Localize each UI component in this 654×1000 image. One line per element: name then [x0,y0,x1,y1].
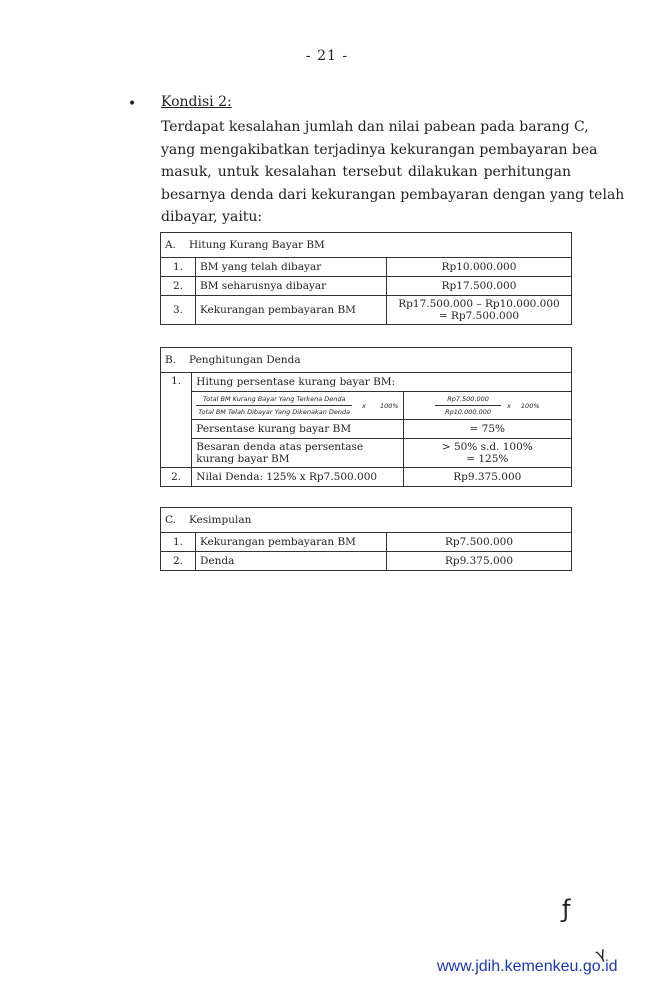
formula-cell [192,392,403,420]
signature-mark: ƒ [562,895,571,923]
heading-suffix: 2: [213,94,232,110]
table-row [161,439,572,468]
table-a-title: Hitung Kurang Bayar BM [189,239,325,251]
row-value: = 75% [403,420,571,439]
table-a-header [161,233,572,258]
paragraph-line: Terdapat kesalahan jumlah dan nilai pabean pada barang C, [161,119,589,135]
paragraph-line: masuk, untuk kesalahan tersebut dilakukan perhitungan [161,164,571,180]
row-number: 1. [161,258,196,277]
formula-denominator: Total BM Telah Dibayar Yang Dikenakan Denda [198,408,351,416]
table-row [161,468,572,487]
formula-value-numerator: Rp7.500.000 [447,395,489,403]
formula-value-denominator: Rp10.000.000 [445,408,491,416]
row-value-line: > 50% s.d. 100% [441,441,533,453]
bullet-point: • [128,96,137,112]
row-number: 1. [161,533,196,552]
website-link[interactable]: www.jdih.kemenkeu.go.id [437,958,618,975]
row-label: Denda [196,552,387,571]
table-a-letter: A. [165,239,176,251]
row-number: 1. [161,373,192,468]
table-b-title: Penghitungan Denda [189,354,301,366]
formula-value-multiply: x [507,401,511,410]
formula [196,395,398,416]
row-label: Besaran denda atas persentase kurang bayar BM [192,439,403,468]
table-c-title: Kesimpulan [189,514,252,526]
section-heading [161,94,232,110]
row-label: BM seharusnya dibayar [196,277,387,296]
row-value-line: Rp17.500.000 – Rp10.000.000 [398,298,560,310]
row-label: BM yang telah dibayar [196,258,387,277]
paragraph-line: yang mengakibatkan terjadinya kekurangan pembayaran bea [161,141,598,158]
heading-label: Kondisi [161,94,214,110]
row-value-result: = 125% [466,453,509,465]
table-row [161,533,572,552]
row-value: Rp17.500.000 [387,277,572,296]
table-b-header [161,348,572,373]
fraction-bar [435,405,501,406]
row-label: Persentase kurang bayar BM [192,420,403,439]
formula-values-cell [403,392,571,420]
row-number: 2. [161,277,196,296]
initial-mark: γ [593,942,609,965]
table-b-penghitungan-denda [160,347,572,487]
formula-value-percent: 100% [520,401,540,410]
table-b-letter: B. [165,354,177,366]
table-row [161,277,572,296]
table-row [161,373,572,392]
row-number: 2. [161,468,192,487]
table-c-letter: C. [165,514,176,526]
formula-values [408,395,567,416]
formula-row [161,392,572,420]
table-row [161,552,572,571]
formula-percent: 100% [379,401,399,410]
table-c-header [161,508,572,533]
table-a-hitung-kurang-bayar [160,232,572,325]
table-row [161,296,572,325]
row-value: Rp9.375.000 [387,552,572,571]
row-value: Rp9.375.000 [403,468,571,487]
row-value-result: = Rp7.500.000 [438,310,520,322]
row-label: Nilai Denda: 125% x Rp7.500.000 [192,468,403,487]
page-number: - 21 - [305,48,349,64]
formula-multiply: x [362,401,366,410]
row-value: Rp10.000.000 [387,258,572,277]
row-number: 2. [161,552,196,571]
row-number: 3. [161,296,196,325]
row-label: Kekurangan pembayaran BM [196,296,387,325]
fraction-bar [196,405,352,406]
row-value [403,439,571,468]
table-row [161,420,572,439]
row-label: Kekurangan pembayaran BM [196,533,387,552]
row-value [387,296,572,325]
paragraph-line: dibayar, yaitu: [161,209,263,225]
row-label: Hitung persentase kurang bayar BM: [192,373,572,392]
paragraph-line: besarnya denda dari kekurangan pembayaran dengan yang telah [161,186,625,203]
body-paragraph [161,116,625,229]
table-c-kesimpulan [160,507,572,571]
table-row [161,258,572,277]
row-value: Rp7.500.000 [387,533,572,552]
formula-numerator: Total BM Kurang Bayar Yang Terkena Denda [202,395,346,403]
